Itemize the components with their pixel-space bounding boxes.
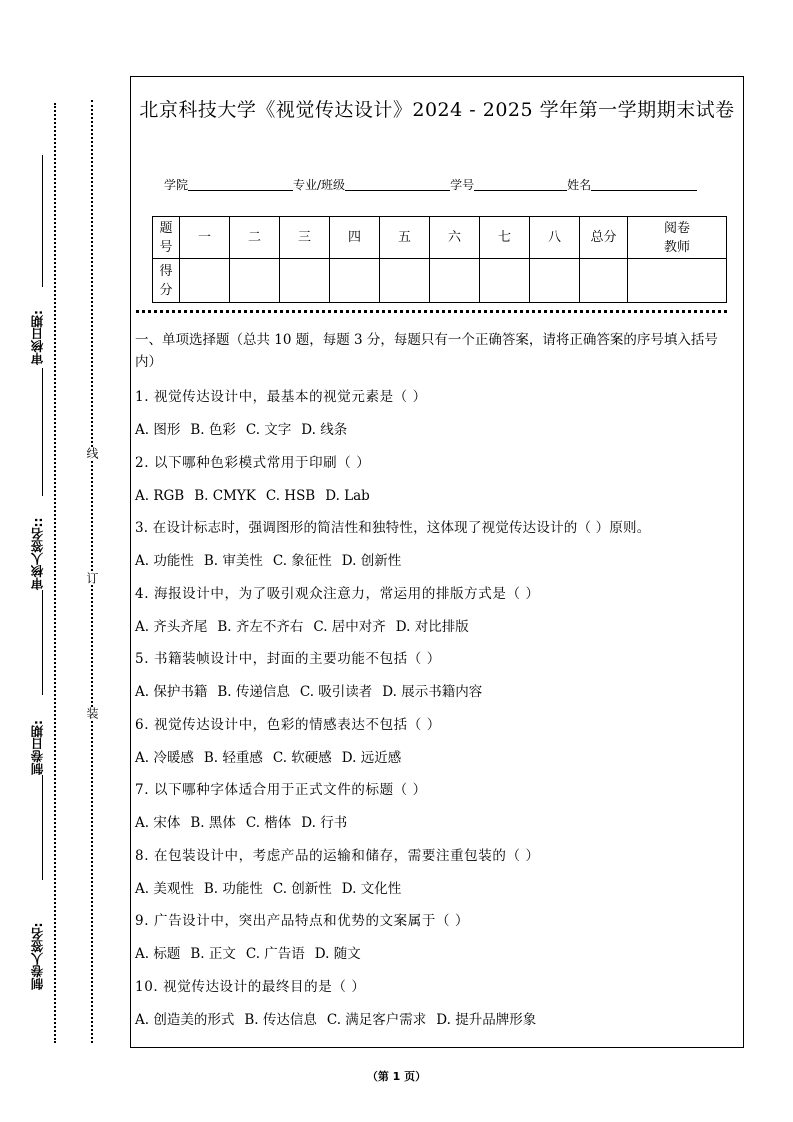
option-10-b[interactable]: B. 传达信息: [244, 1012, 317, 1028]
field-id-label: 学号: [450, 178, 475, 192]
binding-char-zhuang: 装: [85, 707, 99, 719]
option-4-a[interactable]: A. 齐头齐尾: [135, 619, 208, 635]
setter-date-line: [42, 590, 43, 695]
binding-char-xian: 线: [85, 447, 99, 459]
score-cell-1[interactable]: [180, 259, 230, 303]
option-5-a[interactable]: A. 保护书籍: [135, 684, 208, 700]
field-major-label: 专业/班级: [293, 178, 346, 192]
col-header-6: 六: [430, 217, 480, 259]
score-cell-4[interactable]: [330, 259, 380, 303]
exam-title: 北京科技大学《视觉传达设计》2024 - 2025 学年第一学期期末试卷: [139, 99, 735, 121]
exam-frame: [130, 76, 744, 1048]
option-4-d[interactable]: D. 对比排版: [395, 619, 469, 635]
review-date-label: 审核日期:: [30, 310, 45, 365]
score-cell-5[interactable]: [380, 259, 430, 303]
col-header-1: 一: [180, 217, 230, 259]
question-3: 3. 在设计标志时，强调图形的简洁性和独特性，这体现了视觉传达设计的（ ）原则。: [135, 520, 651, 536]
options-8: [135, 879, 739, 899]
options-2: [135, 486, 739, 506]
option-5-b[interactable]: B. 传递信息: [217, 684, 290, 700]
options-3: [135, 551, 739, 571]
question-2: 2. 以下哪种色彩模式常用于印刷（ ）: [135, 455, 371, 471]
option-4-b[interactable]: B. 齐左不齐右: [217, 619, 304, 635]
option-9-c[interactable]: C. 广告语: [245, 946, 305, 962]
score-cell-8[interactable]: [530, 259, 580, 303]
question-4: 4. 海报设计中，为了吸引观众注意力，常运用的排版方式是（ ）: [135, 586, 540, 602]
option-3-b[interactable]: B. 审美性: [203, 553, 263, 569]
option-2-a[interactable]: A. RGB: [135, 488, 185, 504]
field-major-blank[interactable]: [345, 176, 450, 191]
setter-date-label: 制卷日期:: [30, 720, 45, 775]
option-1-d[interactable]: D. 线条: [301, 422, 348, 438]
review-date-line: [42, 155, 43, 287]
option-2-b[interactable]: B. CMYK: [194, 488, 256, 504]
options-5: [135, 682, 739, 702]
options-10: [135, 1010, 739, 1030]
option-1-b[interactable]: B. 色彩: [190, 422, 236, 438]
page-number: （第 1 页）: [366, 1070, 427, 1083]
option-3-a[interactable]: A. 功能性: [135, 553, 194, 569]
question-10: 10. 视觉传达设计的最终目的是（ ）: [135, 979, 366, 995]
question-8: 8. 在包装设计中，考虑产品的运输和储存，需要注重包装的（ ）: [135, 848, 540, 864]
option-8-b[interactable]: B. 功能性: [203, 881, 263, 897]
option-7-a[interactable]: A. 宋体: [135, 815, 181, 831]
options-4: [135, 617, 739, 637]
option-7-d[interactable]: D. 行书: [301, 815, 348, 831]
col-header-7: 七: [480, 217, 530, 259]
col-header-4: 四: [330, 217, 380, 259]
option-3-c[interactable]: C. 象征性: [272, 553, 332, 569]
question-1: 1. 视觉传达设计中，最基本的视觉元素是（ ）: [135, 389, 427, 405]
score-cell-6[interactable]: [430, 259, 480, 303]
field-name-blank[interactable]: [591, 176, 697, 191]
score-cell-7[interactable]: [480, 259, 530, 303]
setter-signature-label: 制卷人签名:: [30, 922, 45, 990]
option-7-c[interactable]: C. 楷体: [245, 815, 292, 831]
dotted-separator: [136, 310, 727, 313]
option-8-c[interactable]: C. 创新性: [272, 881, 332, 897]
option-6-d[interactable]: D. 远近感: [341, 750, 402, 766]
question-6: 6. 视觉传达设计中，色彩的情感表达不包括（ ）: [135, 717, 441, 733]
option-3-d[interactable]: D. 创新性: [341, 553, 402, 569]
binding-dotted-line-outer: [54, 103, 56, 1043]
field-college-blank[interactable]: [188, 176, 293, 191]
col-header-grader: 阅卷教师: [628, 217, 727, 259]
col-header-3: 三: [280, 217, 330, 259]
col-header-5: 五: [380, 217, 430, 259]
option-6-b[interactable]: B. 轻重感: [203, 750, 263, 766]
score-cell-3[interactable]: [280, 259, 330, 303]
options-1: [135, 420, 739, 440]
option-9-b[interactable]: B. 正文: [190, 946, 236, 962]
binding-char-ding: 订: [85, 572, 99, 584]
option-10-c[interactable]: C. 满足客户需求: [326, 1012, 427, 1028]
score-table: [152, 216, 727, 303]
option-5-c[interactable]: C. 吸引读者: [299, 684, 373, 700]
setter-signature-line: [42, 775, 43, 880]
score-cell-2[interactable]: [230, 259, 280, 303]
question-5: 5. 书籍装帧设计中，封面的主要功能不包括（ ）: [135, 651, 441, 667]
option-4-c[interactable]: C. 居中对齐: [313, 619, 386, 635]
question-7: 7. 以下哪种字体适合用于正式文件的标题（ ）: [135, 782, 427, 798]
option-9-d[interactable]: D. 随文: [314, 946, 361, 962]
col-header-8: 八: [530, 217, 580, 259]
option-1-c[interactable]: C. 文字: [245, 422, 292, 438]
field-name-label: 姓名: [567, 178, 592, 192]
row-label-question-no: 题号: [153, 217, 180, 259]
option-6-c[interactable]: C. 软硬感: [272, 750, 332, 766]
options-6: [135, 748, 739, 768]
option-7-b[interactable]: B. 黑体: [190, 815, 236, 831]
field-id-blank[interactable]: [474, 176, 567, 191]
row-label-score: 得分: [153, 259, 180, 303]
question-9: 9. 广告设计中，突出产品特点和优势的文案属于（ ）: [135, 913, 470, 929]
option-8-a[interactable]: A. 美观性: [135, 881, 194, 897]
option-2-c[interactable]: C. HSB: [265, 488, 316, 504]
options-9: [135, 944, 739, 964]
student-info-row: [164, 175, 723, 195]
col-header-2: 二: [230, 217, 280, 259]
field-college-label: 学院: [164, 178, 189, 192]
score-cell-total[interactable]: [580, 259, 628, 303]
reviewer-signature-line: [42, 368, 43, 496]
option-1-a[interactable]: A. 图形: [135, 422, 181, 438]
option-9-a[interactable]: A. 标题: [135, 946, 181, 962]
option-10-d[interactable]: D. 提升品牌形象: [436, 1012, 537, 1028]
option-10-a[interactable]: A. 创造美的形式: [135, 1012, 235, 1028]
option-5-d[interactable]: D. 展示书籍内容: [382, 684, 483, 700]
options-7: [135, 813, 739, 833]
option-6-a[interactable]: A. 冷暖感: [135, 750, 194, 766]
col-header-total: 总分: [580, 217, 628, 259]
score-cell-grader[interactable]: [628, 259, 727, 303]
option-8-d[interactable]: D. 文化性: [341, 881, 402, 897]
section-title: 一、单项选择题（总共 10 题，每题 3 分，每题只有一个正确答案，请将正确答案的序号填入括号内）: [135, 332, 718, 370]
option-2-d[interactable]: D. Lab: [325, 488, 370, 504]
reviewer-signature-label: 审核人签名::: [30, 517, 45, 590]
